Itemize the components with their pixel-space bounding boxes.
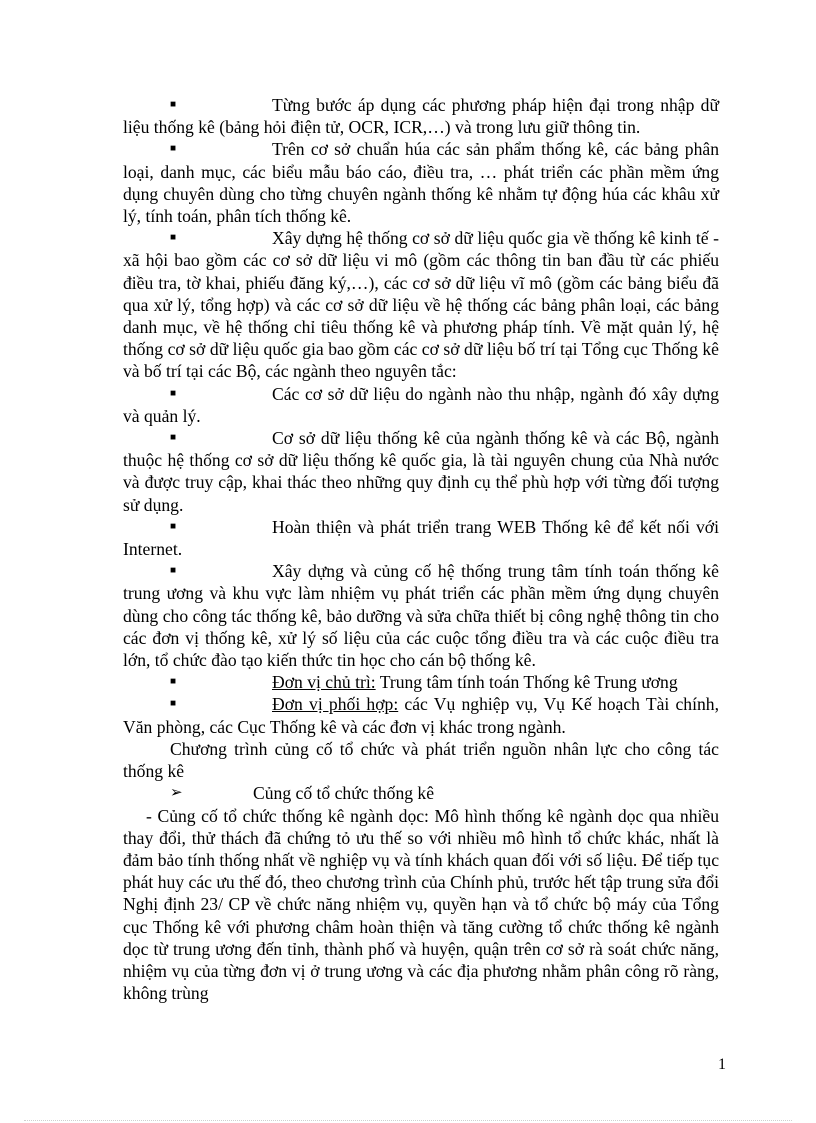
- bullet-paragraph: [123, 693, 719, 737]
- paragraph-text: Hoàn thiện và phát triển trang WEB Thống kê để kết nối với Internet.: [123, 516, 719, 560]
- paragraph-text: các Vụ nghiệp vụ, Vụ Kế hoạch Tài chính, Văn phòng, các Cục Thống kê và các đơn vị khác trong ngành.: [123, 694, 719, 737]
- paragraph-text: Từng bước áp dụng các phương pháp hiện đại trong nhập dữ liệu thống kê (bảng hỏi điện tử, OCR, ICR,…) và trong lưu giữ thông tin.: [123, 95, 719, 138]
- paragraph-text: Xây dựng và củng cố hệ thống trung tâm tính toán thống kê trung ương và khu vực làm nhiệm vụ phát triển các phần mềm ứng dụng chuyên dùng cho công tác thống kê, bảo dưỡng và sửa chữa thiết bị công nghệ thông tin cho các đơn vị thống kê, xử lý số liệu của các cuộc tổng điều tra và các cuộc điều tra lớn, tổ chức đào tạo kiến thức tin học cho cán bộ thống kê.: [123, 561, 719, 671]
- square-bullet-icon: ■: [170, 432, 177, 444]
- paragraph-text: Xây dựng hệ thống cơ sở dữ liệu quốc gia về thống kê kinh tế - xã hội bao gồm các cơ sở dữ liệu vi mô (gồm các thông tin ban đầu từ các phiếu điều tra, tờ khai, phiếu đăng ký,…), các cơ sở dữ liệu vĩ mô (gồm các bảng biểu đã qua xử lý, tổng hợp) và các cơ sở dữ liệu về hệ thống các bảng phân loại, các bảng danh mục, về hệ thống chỉ tiêu thống kê và phương pháp tính. Về mặt quản lý, hệ thống cơ sở dữ liệu quốc gia bao gồm các cơ sở dữ liệu bố trí tại Tổng cục Thống kê và bố trí tại các Bộ, các ngành theo nguyên tắc:: [123, 228, 719, 382]
- square-bullet-icon: ■: [170, 99, 177, 110]
- square-bullet-icon: ■: [170, 520, 177, 532]
- body-paragraph: [123, 805, 719, 1005]
- bullet-paragraph: [123, 383, 719, 427]
- paragraph-text: Chương trình củng cố tổ chức và phát triển nguồn nhân lực cho công tác thống kê: [123, 738, 719, 782]
- coordinating-unit-label: Đơn vị phối hợp:: [272, 694, 399, 715]
- square-bullet-icon: ■: [170, 676, 177, 688]
- square-bullet-icon: ■: [170, 387, 177, 399]
- paragraph-text: Trên cơ sở chuẩn húa các sản phẩm thống kê, các bảng phân loại, danh mục, các biểu mẫu báo cáo, điều tra, … phát triển các phần mềm ứng dụng chuyên dùng cho từng chuyên ngành thống kê nhằm tự động húa các khâu xử lý, tính toán, phân tích thống kê.: [123, 139, 719, 227]
- square-bullet-icon: ■: [170, 232, 177, 244]
- bullet-paragraph: [123, 671, 719, 693]
- square-bullet-icon: ■: [170, 698, 177, 710]
- program-heading-paragraph: [123, 738, 719, 782]
- bullet-paragraph: [123, 516, 719, 560]
- bullet-paragraph: [123, 427, 719, 516]
- paragraph-text: - Củng cố tổ chức thống kê ngành dọc: Mô hình thống kê ngành dọc qua nhiều thay đổi, thử thách đã chứng tỏ ưu thế so với nhiều mô hình tổ chức khác, nhất là đảm bảo tính thống nhất về nghiệp vụ và tính khách quan đối với số liệu. Để tiếp tục phát huy các ưu thế đó, theo chương trình của Chính phủ, trước hết tập trung sửa đổi Nghị định 23/ CP về chức năng nhiệm vụ, quyền hạn và tổ chức bộ máy của Tổng cục Thống kê với phương châm hoàn thiện và tăng cường tổ chức thống kê ngành dọc từ trung ương đến tỉnh, thành phố và huyện, quận trên cơ sở rà soát chức năng, nhiệm vụ của từng đơn vị ở trung ương và các địa phương nhằm phân công rõ ràng, không trùng: [123, 805, 719, 1004]
- bullet-paragraph: [123, 227, 719, 382]
- lead-unit-label: Đơn vị chủ trì:: [272, 672, 376, 693]
- paragraph-text: Các cơ sở dữ liệu do ngành nào thu nhập, ngành đó xây dựng và quản lý.: [123, 383, 719, 426]
- square-bullet-icon: ■: [170, 143, 177, 155]
- paragraph-text: Trung tâm tính toán Thống kê Trung ương: [375, 672, 678, 693]
- page-number: 1: [718, 1056, 726, 1073]
- bullet-paragraph: [123, 138, 719, 227]
- arrow-subheading: [123, 782, 719, 804]
- bullet-paragraph: [123, 560, 719, 671]
- square-bullet-icon: ■: [170, 565, 177, 577]
- page-bottom-divider: [24, 1120, 792, 1121]
- document-body: [123, 94, 719, 1004]
- bullet-paragraph: [123, 94, 719, 138]
- paragraph-text: Cơ sở dữ liệu thống kê của ngành thống kê và các Bộ, ngành thuộc hệ thống cơ sở dữ liệu thống kê quốc gia, là tài nguyên chung của Nhà nước và được truy cập, khai thác theo những quy định cụ thể phù hợp với từng đối tượng sử dụng.: [123, 428, 719, 515]
- arrow-bullet-icon: ➢: [170, 785, 183, 802]
- subheading-text: Củng cố tổ chức thống kê: [253, 783, 435, 804]
